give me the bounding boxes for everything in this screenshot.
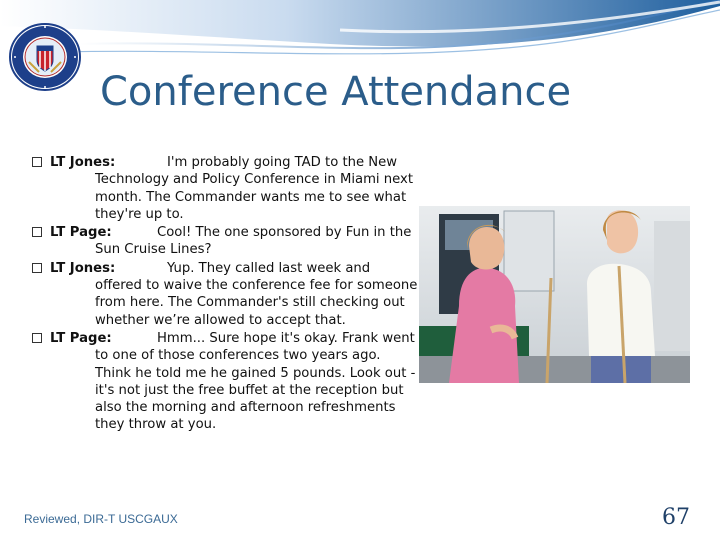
dialogue-line — [32, 330, 420, 434]
dialogue-line — [32, 154, 420, 223]
dialogue-text: Yup. They called last week and offered to waive the conference fee for someone from here. The Commander's still checking out whether we’re allowed to accept that. — [95, 260, 418, 328]
dialogue-text: Cool! The one sponsored by Fun in the Sun Cruise Lines? — [95, 225, 412, 258]
speaker-name: LT Page: — [50, 225, 112, 241]
dialogue-line — [32, 260, 420, 329]
dialogue-line — [32, 224, 420, 259]
square-bullet-icon — [32, 263, 42, 273]
footer-review-credit: Reviewed, DIR-T USCGAUX — [24, 512, 178, 526]
square-bullet-icon — [32, 157, 42, 167]
dialogue-text: I'm probably going TAD to the New Technology and Policy Conference in Miami next month. The Commander wants me to see what they're up to. — [95, 155, 413, 222]
speaker-name: LT Jones: — [50, 260, 116, 276]
speaker-name: LT Jones: — [50, 155, 116, 170]
square-bullet-icon — [32, 333, 42, 343]
photo-two-women-billiards — [419, 206, 690, 383]
uscg-auxiliary-seal-icon — [9, 22, 81, 92]
slide-title: Conference Attendance — [100, 69, 572, 115]
speaker-name: LT Page: — [50, 330, 112, 346]
square-bullet-icon — [32, 227, 42, 237]
dialogue-text: Hmm... Sure hope it's okay. Frank went to one of those conferences two years ago. Think he told me he gained 5 pounds. Look out - it's not just the free buffet at the reception but also the morning and afternoon refreshments they throw at you. — [95, 330, 416, 433]
dialogue-list — [32, 154, 420, 435]
page-number: 67 — [662, 505, 690, 530]
